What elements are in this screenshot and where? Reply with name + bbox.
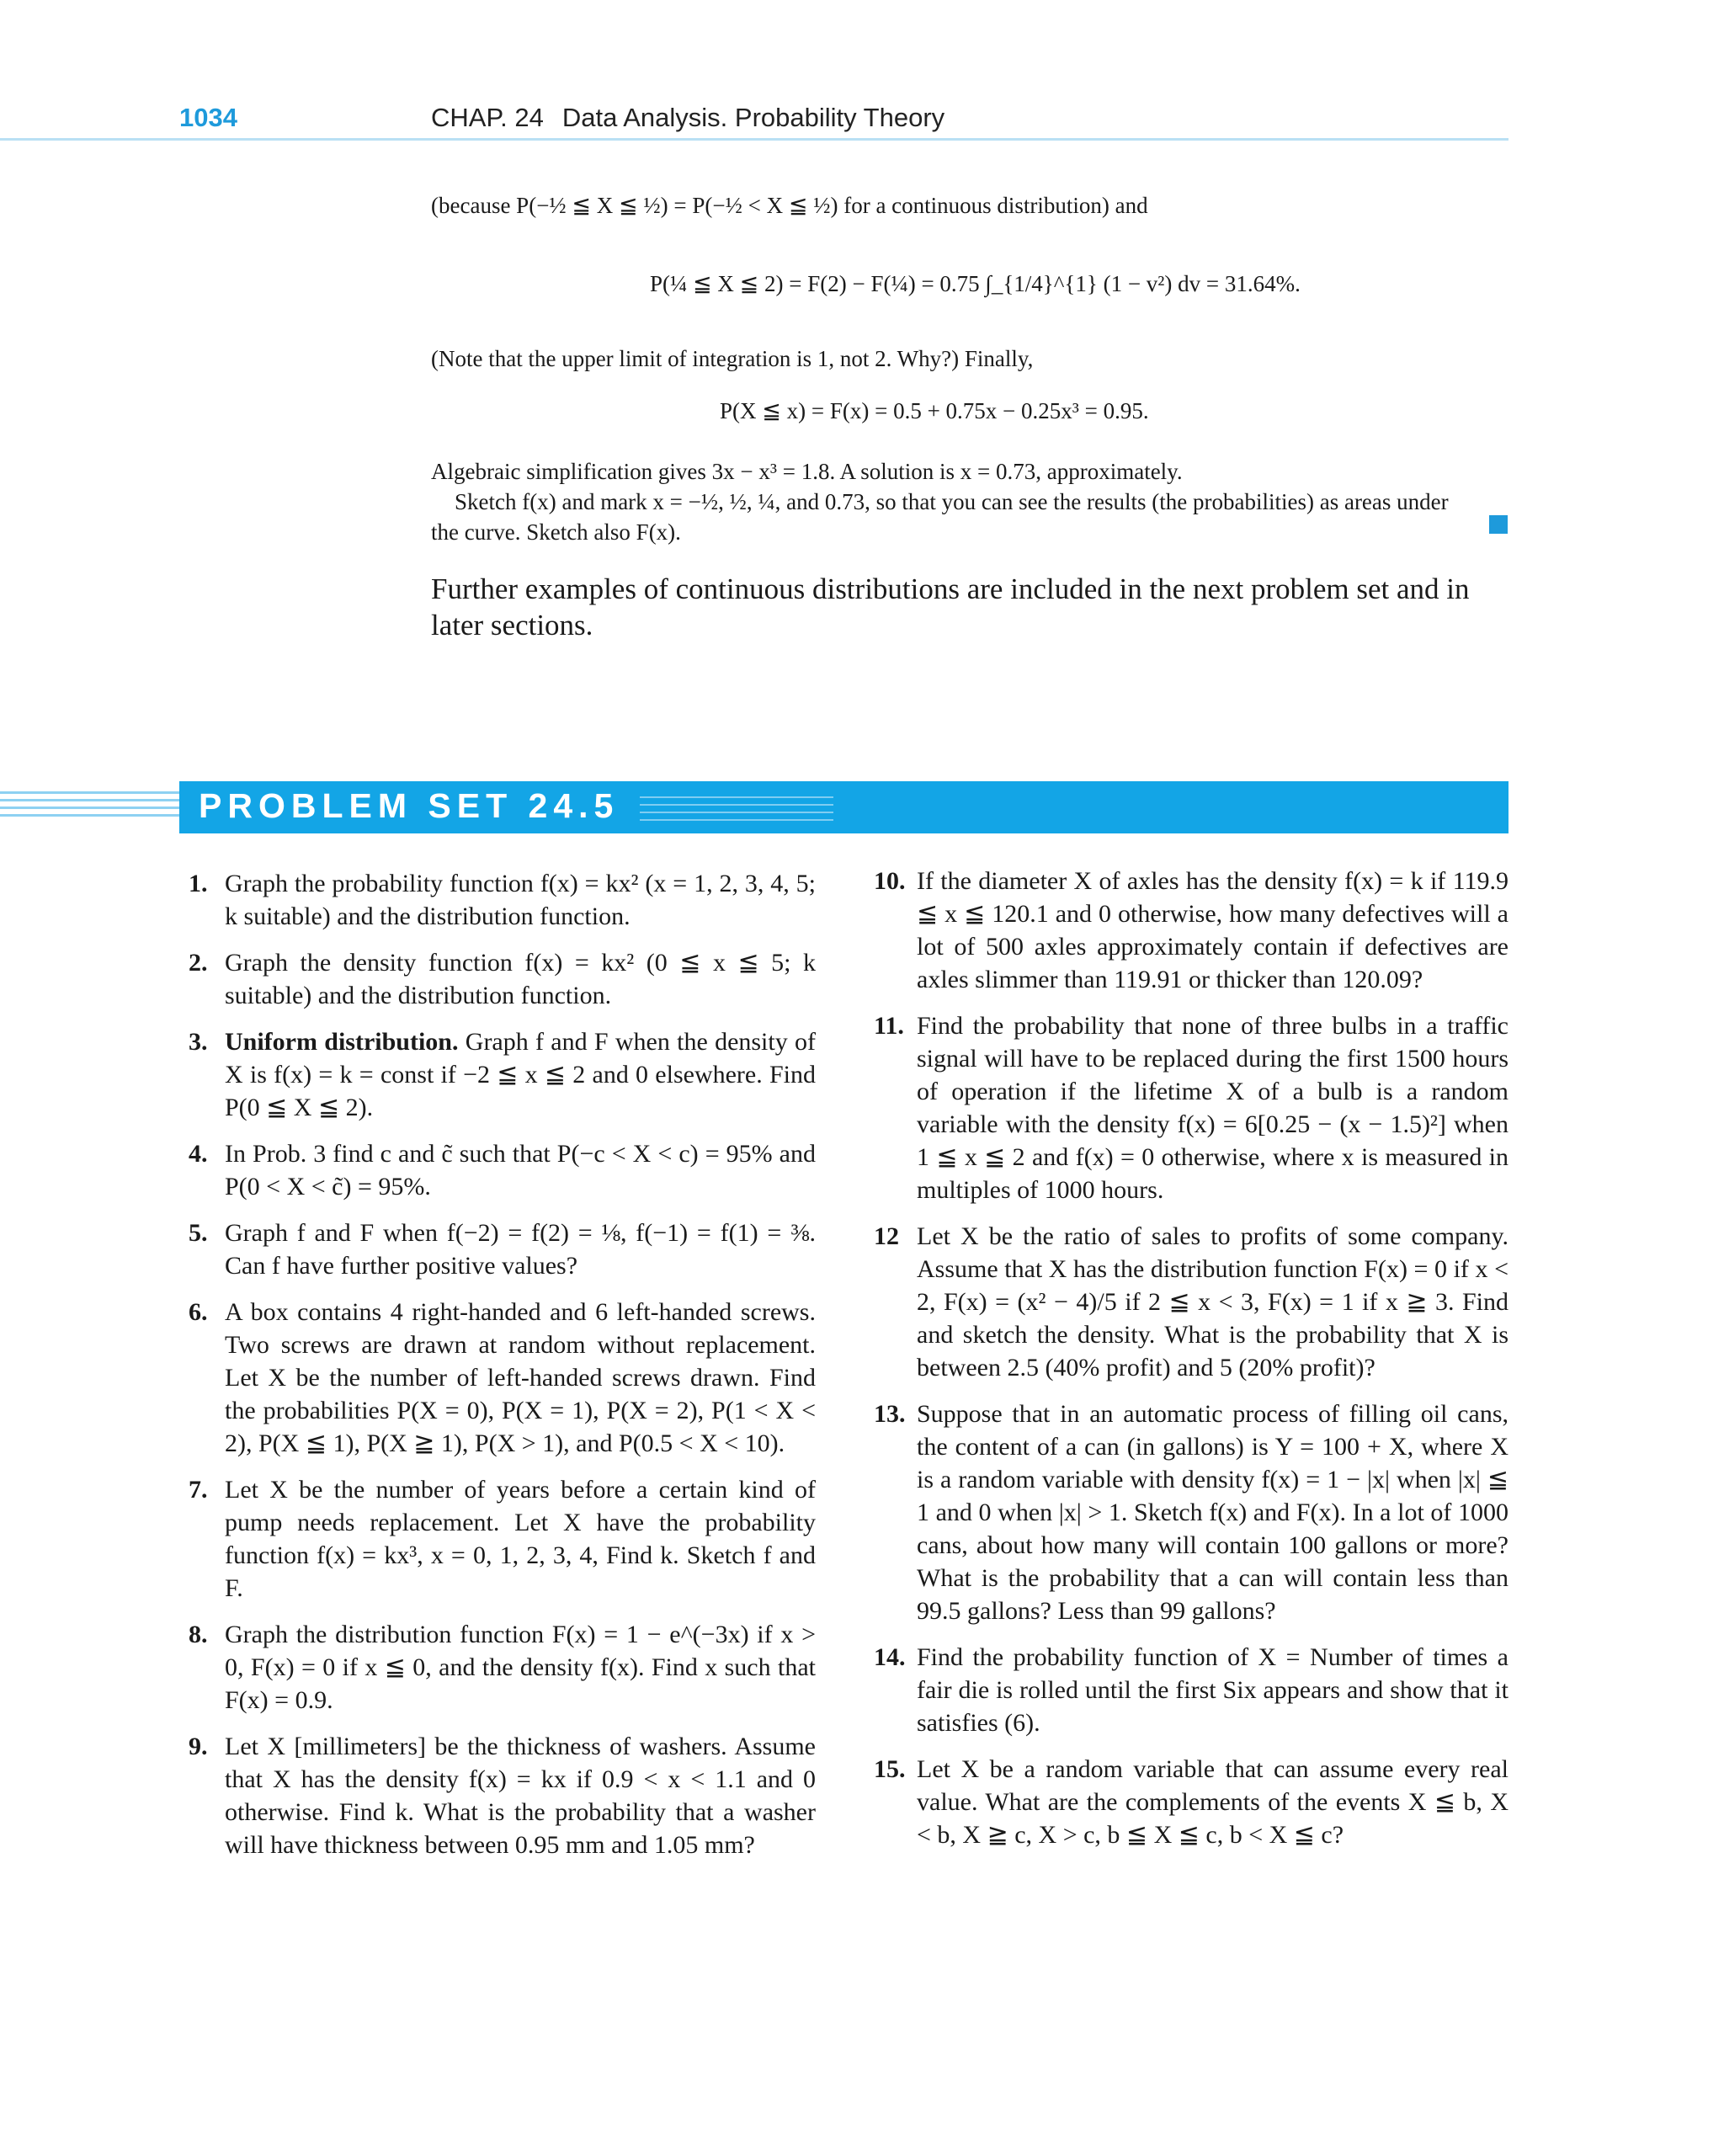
problem-number: 12 (874, 1222, 899, 1250)
problem-number: 7. (189, 1476, 208, 1504)
problem-text: Find the probability function of X = Number of times a fair die is rolled until the first Six appears and show that it satisfies (6). (917, 1643, 1508, 1737)
example-line-because: (because P(−½ ≦ X ≦ ½) = P(−½ < X ≦ ½) for a continuous distribution) and (431, 193, 1148, 218)
equation-integral: P(¼ ≦ X ≦ 2) = F(2) − F(¼) = 0.75 ∫_{1/4}^{1} (1 − v²) dv = 31.64%. (650, 271, 1301, 296)
problem-5 (189, 1216, 816, 1282)
problem-text: Graph the probability function f(x) = kx² (x = 1, 2, 3, 4, 5; k suitable) and the distribution function. (225, 870, 816, 930)
problem-number: 15. (874, 1755, 906, 1783)
problem-text: Let X be a random variable that can assume every real value. What are the complements of the events X ≦ b, X < b, X ≧ c, X > c, b ≦ X ≦ c, b < X ≦ c? (917, 1755, 1508, 1849)
example-sketch-line1: Sketch f(x) and mark x = −½, ½, ¼, and 0.73, so that you can see the results (the probabilities) as areas under (455, 489, 1449, 514)
problem-number: 3. (189, 1028, 208, 1056)
problem-text: A box contains 4 right-handed and 6 left-handed screws. Two screws are drawn at random without replacement. Let X be the number of left-handed screws drawn. Find the probabilities P(X = 0), P(X = 1), P(X = 2), P(1 < X < 2), P(X ≦ 1), P(X ≧ 1), P(X > 1), and P(0.5 < X < 10). (225, 1298, 816, 1457)
chapter-label: CHAP. 24 (431, 103, 544, 132)
problem-text: Graph the distribution function F(x) = 1 − e^(−3x) if x > 0, F(x) = 0 if x ≦ 0, and the density f(x). Find x such that F(x) = 0.9. (225, 1621, 816, 1714)
problem-12 (874, 1220, 1508, 1384)
problem-title: Uniform distribution. (225, 1028, 459, 1056)
further-line-2: later sections. (431, 609, 593, 641)
problem-2 (189, 946, 816, 1012)
problem-text: In Prob. 3 find c and c̃ such that P(−c < X < c) = 95% and P(0 < X < c̃) = 95%. (225, 1140, 816, 1200)
problem-3 (189, 1025, 816, 1124)
problem-number: 5. (189, 1219, 208, 1247)
problem-10 (874, 865, 1508, 996)
running-header (431, 103, 944, 133)
problem-text: If the diameter X of axles has the density f(x) = k if 119.9 ≦ x ≦ 120.1 and 0 otherwise, how many defectives will a lot of 500 axles approximately contain if defectives are axles slimmer than 119.91 or thicker than 120.09? (917, 867, 1508, 993)
problem-number: 9. (189, 1733, 208, 1760)
problem-set-lines-left (0, 791, 179, 823)
problem-number: 14. (874, 1643, 906, 1671)
end-of-example-mark (1489, 515, 1508, 534)
problem-number: 6. (189, 1298, 208, 1326)
equation-cdf: P(X ≦ x) = F(x) = 0.5 + 0.75x − 0.25x³ = 0.95. (720, 398, 1149, 423)
problem-number: 1. (189, 870, 208, 897)
problem-text: Graph f and F when f(−2) = f(2) = ⅛, f(−1) = f(1) = ⅜. Can f have further positive values? (225, 1219, 816, 1280)
example-sketch-line2: the curve. Sketch also F(x). (431, 519, 681, 545)
problem-number: 2. (189, 949, 208, 977)
problem-14 (874, 1641, 1508, 1739)
problem-text: Graph f and F when the density of X is f(x) = k = const if −2 ≦ x ≦ 2 and 0 elsewhere. Find P(0 ≦ X ≦ 2). (225, 1028, 817, 1121)
further-examples-paragraph (431, 571, 1508, 643)
problem-number: 11. (874, 1012, 904, 1040)
problem-6 (189, 1296, 816, 1460)
problem-text: Graph the density function f(x) = kx² (0 ≦ x ≦ 5; k suitable) and the distribution function. (225, 949, 816, 1009)
problem-number: 8. (189, 1621, 208, 1648)
problem-number: 13. (874, 1400, 906, 1428)
problem-text: Let X [millimeters] be the thickness of washers. Assume that X has the density f(x) = kx if 0.9 < x < 1.1 and 0 otherwise. Find k. What is the probability that a washer will have thickness between 0.95 mm and 1.05 mm? (225, 1733, 816, 1859)
problems-left-column (189, 867, 816, 1875)
problem-9 (189, 1730, 816, 1861)
problem-1 (189, 867, 816, 933)
problem-text: Suppose that in an automatic process of filling oil cans, the content of a can (in gallons) is Y = 100 + X, where X is a random variable with density f(x) = 1 − |x| when |x| ≦ 1 and 0 when |x| > 1. Sketch f(x) and F(x). In a lot of 1000 cans, about how many will contain 100 gallons or more? What is the probability that a can will contain less than 99.5 gallons? Less than 99 gallons? (917, 1400, 1508, 1625)
problem-text: Find the probability that none of three bulbs in a traffic signal will have to be replaced during the first 1500 hours of operation if the lifetime X of a bulb is a random variable with the density f(x) = 6[0.25 − (x − 1.5)²] when 1 ≦ x ≦ 2 and f(x) = 0 otherwise, where x is measured in multiples of 1000 hours. (917, 1012, 1508, 1204)
problem-set-banner-stripes (640, 796, 833, 820)
further-line-1: Further examples of continuous distributions are included in the next problem set and in (431, 572, 1470, 605)
problem-8 (189, 1618, 816, 1717)
problem-number: 4. (189, 1140, 208, 1168)
problem-15 (874, 1753, 1508, 1851)
page-number: 1034 (179, 103, 237, 132)
problem-set-title: PROBLEM SET 24.5 (199, 786, 620, 825)
problem-4 (189, 1137, 816, 1203)
header-rule (0, 138, 1508, 141)
problem-11 (874, 1009, 1508, 1206)
problems-right-column (874, 865, 1508, 1865)
example-simplification: Algebraic simplification gives 3x − x³ = 1.8. A solution is x = 0.73, approximately. (431, 459, 1183, 484)
problem-13 (874, 1397, 1508, 1627)
chapter-title: Data Analysis. Probability Theory (561, 103, 945, 132)
problem-7 (189, 1473, 816, 1605)
problem-text: Let X be the ratio of sales to profits of some company. Assume that X has the distribution function F(x) = 0 if x < 2, F(x) = (x² − 4)/5 if 2 ≦ x < 3, F(x) = 1 if x ≧ 3. Find and sketch the density. What is the probability that X is between 2.5 (40% profit) and 5 (20% profit)? (917, 1222, 1508, 1381)
example-note: (Note that the upper limit of integration is 1, not 2. Why?) Finally, (431, 346, 1034, 371)
problem-number: 10. (874, 867, 906, 895)
problem-text: Let X be the number of years before a certain kind of pump needs replacement. Let X have the probability function f(x) = kx³, x = 0, 1, 2, 3, 4, Find k. Sketch f and F. (225, 1476, 816, 1602)
